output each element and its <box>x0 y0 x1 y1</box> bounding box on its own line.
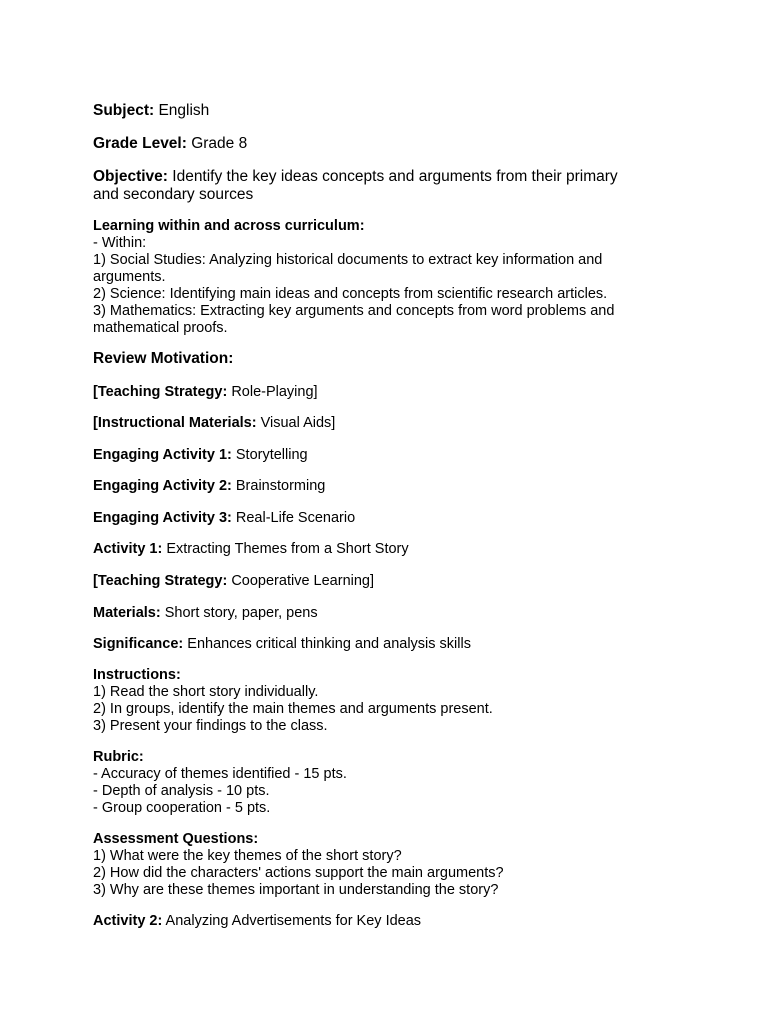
teaching-strategy-2-value: Cooperative Learning] <box>231 573 375 589</box>
teaching-strategy-1-label: Teaching Strategy: <box>97 384 228 400</box>
grade-level-line <box>93 135 247 153</box>
instruction-item: 3) Present your findings to the class. <box>93 718 328 734</box>
grade-level-label: Grade Level: <box>93 135 187 152</box>
objective-text-1: Identify the key ideas concepts and arguments from their primary <box>172 168 618 185</box>
instruction-item: 2) In groups, identify the main themes and arguments present. <box>93 701 493 717</box>
assessment-section <box>93 831 683 899</box>
engaging-activity-2-label: Engaging Activity 2: <box>93 478 232 494</box>
curriculum-line: - Within: <box>93 235 147 251</box>
significance-value: Enhances critical thinking and analysis skills <box>187 636 471 652</box>
instructional-materials-line <box>93 415 335 432</box>
significance-line <box>93 636 471 653</box>
engaging-activity-1-value: Storytelling <box>235 447 308 463</box>
curriculum-line: 1) Social Studies: Analyzing historical documents to extract key information and <box>93 252 603 268</box>
engaging-activity-3-label: Engaging Activity 3: <box>93 510 232 526</box>
rubric-heading: Rubric: <box>93 749 144 765</box>
materials-value: Short story, paper, pens <box>164 605 318 621</box>
activity-1-label: Activity 1: <box>93 541 163 557</box>
activity-2-value: Analyzing Advertisements for Key Ideas <box>165 913 422 929</box>
review-motivation-label: Review Motivation: <box>93 350 234 367</box>
assessment-question: 2) How did the characters' actions support the main arguments? <box>93 865 504 881</box>
review-motivation-heading <box>93 350 233 368</box>
significance-label: Significance: <box>93 636 184 652</box>
assessment-heading: Assessment Questions: <box>93 831 259 847</box>
engaging-activity-2-line <box>93 478 325 495</box>
subject-line <box>93 102 209 120</box>
instructions-section <box>93 667 683 735</box>
curriculum-heading: Learning within and across curriculum: <box>93 218 365 234</box>
materials-line <box>93 605 318 622</box>
assessment-question: 1) What were the key themes of the short story? <box>93 848 402 864</box>
bracket-open: [ <box>93 384 98 400</box>
objective-label: Objective: <box>93 168 168 185</box>
rubric-item: - Group cooperation - 5 pts. <box>93 800 271 816</box>
instructional-materials-label: Instructional Materials: <box>97 415 257 431</box>
curriculum-line: mathematical proofs. <box>93 320 228 336</box>
teaching-strategy-1-value: Role-Playing] <box>231 384 318 400</box>
objective-line-2 <box>93 186 253 204</box>
activity-2-line <box>93 913 421 930</box>
rubric-item: - Depth of analysis - 10 pts. <box>93 783 270 799</box>
grade-level-value: Grade 8 <box>191 135 248 152</box>
curriculum-line: 3) Mathematics: Extracting key arguments and concepts from word problems and <box>93 303 615 319</box>
instructions-heading: Instructions: <box>93 667 181 683</box>
subject-value: English <box>158 102 210 119</box>
engaging-activity-3-value: Real-Life Scenario <box>235 510 356 526</box>
rubric-item: - Accuracy of themes identified - 15 pts. <box>93 766 347 782</box>
materials-label: Materials: <box>93 605 161 621</box>
objective-text-2: and secondary sources <box>93 186 254 203</box>
instruction-item: 1) Read the short story individually. <box>93 684 319 700</box>
curriculum-section <box>93 218 683 337</box>
activity-1-line <box>93 541 409 558</box>
curriculum-line: arguments. <box>93 269 166 285</box>
engaging-activity-1-label: Engaging Activity 1: <box>93 447 232 463</box>
activity-1-value: Extracting Themes from a Short Story <box>166 541 409 557</box>
instructional-materials-value: Visual Aids] <box>260 415 336 431</box>
subject-label: Subject: <box>93 102 155 119</box>
assessment-question: 3) Why are these themes important in understanding the story? <box>93 882 499 898</box>
teaching-strategy-2-label: Teaching Strategy: <box>97 573 228 589</box>
rubric-section <box>93 749 683 817</box>
objective-line-1 <box>93 168 618 186</box>
bracket-open: [ <box>93 573 98 589</box>
teaching-strategy-1-line <box>93 384 318 401</box>
bracket-open: [ <box>93 415 98 431</box>
engaging-activity-1-line <box>93 447 308 464</box>
engaging-activity-2-value: Brainstorming <box>235 478 326 494</box>
engaging-activity-3-line <box>93 510 355 527</box>
curriculum-line: 2) Science: Identifying main ideas and concepts from scientific research articles. <box>93 286 608 302</box>
teaching-strategy-2-line <box>93 573 374 590</box>
activity-2-label: Activity 2: <box>93 913 163 929</box>
